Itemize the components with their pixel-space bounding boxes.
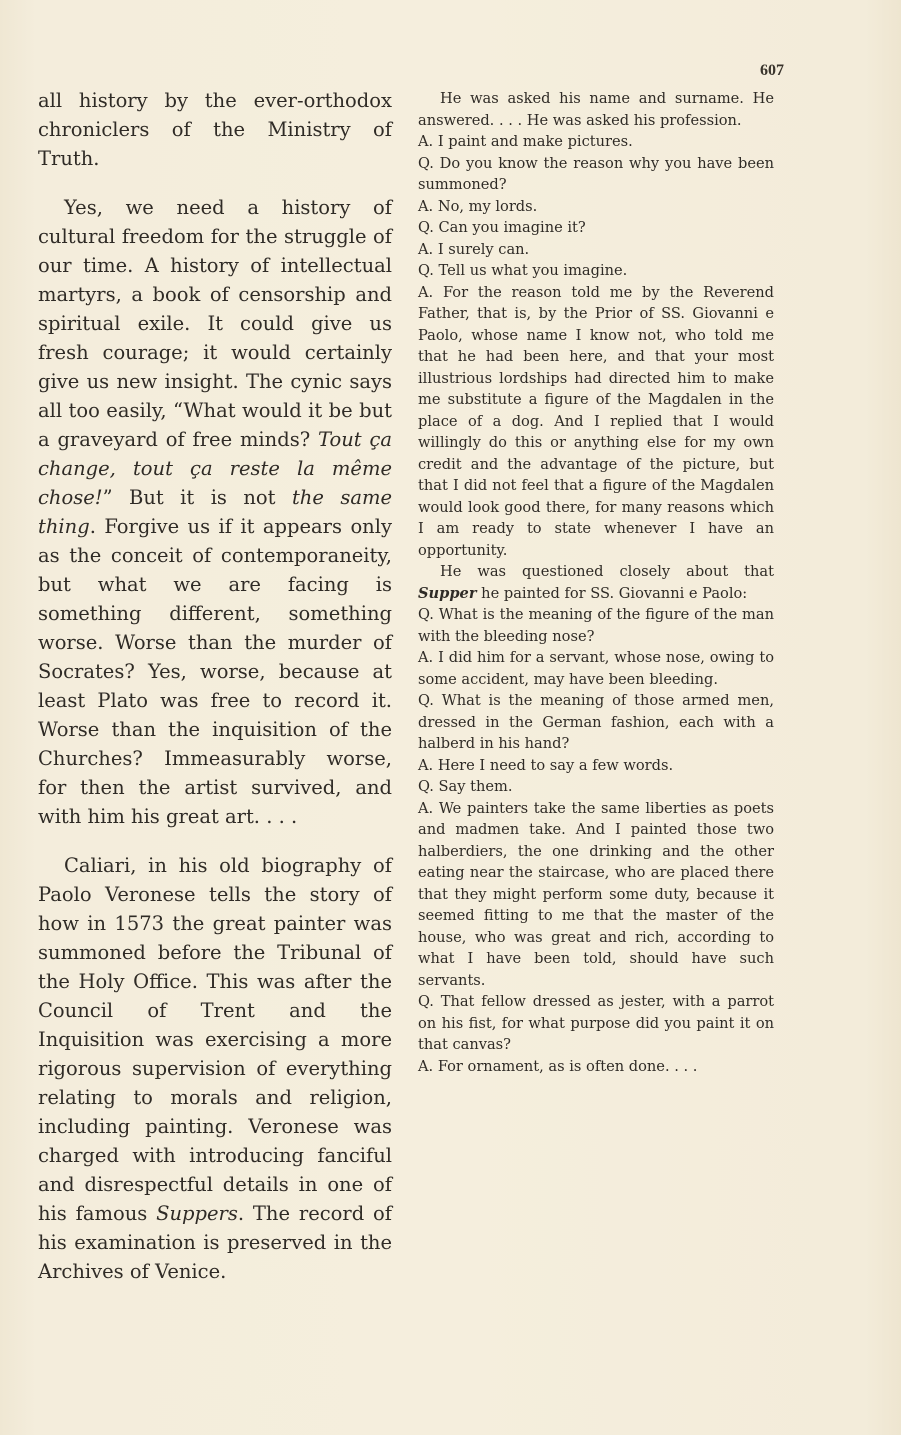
transcript-line: A. For the reason told me by the Reverend Father, that is, by the Prior of SS. Giovanni e Paolo, whose name I know not, who told me that he had been here, and that your most illustrious lordships had directed him to make me substitute a figure of the Magdalen in the place of a dog. And I replied that I would willingly do this or anything else for my own credit and the advantage of the picture, but that I did not feel that a figure of the Magdalen would look good there, for many reasons which I am ready to state whenever I have an opportunity. [418, 283, 774, 559]
left-column [38, 86, 392, 1306]
left-paragraph-2 [38, 193, 392, 831]
transcript-line: A. Here I need to say a few words. [418, 756, 674, 774]
transcript-line: Q. Say them. [418, 778, 513, 795]
transcript-line: Q. Tell us what you imagine. [418, 262, 628, 279]
left-paragraph-2-italic-2: the same thing [38, 486, 392, 538]
transcript-line: Q. What is the meaning of the figure of the man with the bleeding nose? [418, 606, 774, 645]
supper-intro-italic: Supper [418, 584, 477, 602]
left-paragraph-3-italic: Suppers [156, 1202, 238, 1225]
left-paragraph-2-text-1: Yes, we need a history of cultural freedom for the struggle of our time. A history of intellectual martyrs, a book of censorship and spiritual exile. It could give us fresh courage; it would certainly give us new insight. The cynic says all too easily, “What would it be but a graveyard of free minds? [38, 196, 392, 451]
left-paragraph-3-text-2: . The record of his examination is preserved in the Archives of Venice. [38, 1202, 392, 1283]
transcript-line: A. I surely can. [418, 240, 530, 258]
transcript-line: Q. Can you imagine it? [418, 219, 586, 236]
left-paragraph-2-text-2: ” But it is not [102, 486, 292, 509]
right-column [418, 88, 774, 1077]
left-paragraph-1: all history by the ever-orthodox chroniclers of the Ministry of Truth. [38, 89, 392, 170]
transcript-line: He was asked his name and surname. He answered. . . . He was asked his profession. [418, 90, 774, 129]
supper-intro-text-2: he painted for SS. Giovanni e Paolo: [476, 584, 748, 602]
left-paragraph-2-text-3: . Forgive us if it appears only as the conceit of contemporaneity, but what we are facing is something different, something worse. Worse than the murder of Socrates? Yes, worse, because at least Plato was free to record it. Worse than the inquisition of the Churches? Immeasurably worse, for then the artist survived, and with him his great art. . . . [38, 515, 392, 828]
left-paragraph-2-italic-1: Tout ça change, tout ça reste la même chose! [38, 428, 393, 509]
transcript-line: A. No, my lords. [418, 197, 538, 215]
transcript-line: A. I did him for a servant, whose nose, owing to some accident, may have been bleeding. [418, 649, 774, 688]
transcript-line: Q. What is the meaning of those armed men, dressed in the German fashion, each with a halberd in his hand? [418, 692, 774, 752]
transcript-line: Q. That fellow dressed as jester, with a parrot on his fist, for what purpose did you paint it on that canvas? [418, 993, 774, 1053]
supper-intro-text-1: He was questioned closely about that [440, 563, 774, 580]
left-paragraph-3 [38, 851, 392, 1286]
left-paragraph-3-text-1: Caliari, in his old biography of Paolo Veronese tells the story of how in 1573 the great painter was summoned before the Tribunal of the Holy Office. This was after the Council of Trent and the Inquisition was exercising a more rigorous supervision of everything relating to morals and religion, including painting. Veronese was charged with introducing fanciful and disrespectful details in one of his famous [38, 854, 392, 1225]
transcript-line: A. I paint and make pictures. [418, 133, 633, 150]
transcript-line: Q. Do you know the reason why you have been summoned? [418, 154, 774, 193]
transcript-line: A. We painters take the same liberties as poets and madmen take. And I painted those two halberdiers, the one drinking and the other eating near the staircase, who are placed there that they might perform some duty, because it seemed fitting to me that the master of the house, who was great and rich, according to what I have been told, should have such servants. [418, 799, 774, 989]
supper-intro [418, 561, 774, 604]
transcript-line: A. For ornament, as is often done. . . . [418, 1057, 698, 1075]
page-number: 607 [760, 62, 784, 79]
